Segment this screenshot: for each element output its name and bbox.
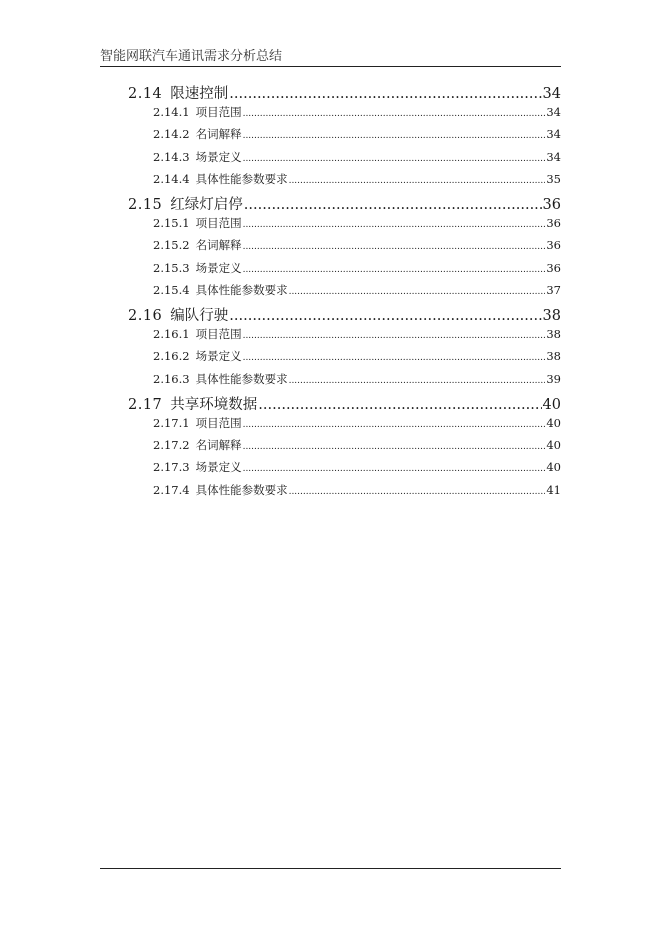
toc-entry-page: 40: [546, 416, 561, 430]
toc-entry-title: 名词解释: [195, 127, 242, 142]
toc-entry[interactable]: [153, 459, 561, 481]
toc-entry-number: 2.16.2: [153, 349, 190, 364]
toc-entry-title: 场景定义: [195, 349, 242, 364]
toc-entry[interactable]: [128, 193, 561, 215]
toc-entry-page: 38: [542, 308, 561, 324]
toc-entry-title: 限速控制: [170, 86, 229, 102]
toc-dot-leader: [229, 308, 541, 324]
toc-entry[interactable]: [153, 237, 561, 259]
toc-entry[interactable]: [153, 260, 561, 282]
toc-dot-leader: [243, 265, 546, 275]
toc-entry-page: 36: [542, 197, 561, 213]
toc-entry-number: 2.14: [128, 86, 163, 102]
toc-dot-leader: [243, 109, 546, 119]
toc-entry-number: 2.14.4: [153, 171, 190, 186]
toc-dot-leader: [243, 131, 546, 141]
toc-entry-page: 38: [546, 327, 561, 342]
toc-entry-number: 2.16.1: [153, 327, 190, 342]
toc-entry-number: 2.17.4: [153, 482, 190, 497]
toc-entry-title: 场景定义: [195, 149, 242, 164]
toc-entry-title: 场景定义: [195, 460, 242, 475]
toc-dot-leader: [243, 331, 546, 341]
toc-entry-page: 36: [546, 238, 561, 253]
toc-entry-title: 项目范围: [195, 216, 242, 231]
toc-entry-page: 40: [542, 396, 561, 413]
page-header-title: 智能网联汽车通讯需求分析总结: [100, 49, 283, 64]
toc-entry-page: 40: [546, 460, 561, 475]
toc-entry-number: 2.15.4: [153, 282, 190, 297]
toc-dot-leader: [289, 487, 546, 497]
toc-entry-number: 2.16: [128, 308, 163, 324]
toc-entry-page: 36: [546, 260, 561, 275]
toc-entry[interactable]: [153, 149, 561, 171]
footer-divider: [100, 868, 561, 869]
toc-entry-page: 34: [542, 86, 561, 102]
toc-dot-leader: [243, 420, 546, 430]
toc-entry[interactable]: [153, 326, 561, 348]
toc-entry[interactable]: [128, 82, 561, 104]
toc-entry[interactable]: [153, 171, 561, 193]
toc-entry-title: 具体性能参数要求: [195, 371, 288, 386]
toc-dot-leader: [258, 397, 541, 413]
toc-entry-number: 2.17.1: [153, 416, 190, 430]
toc-dot-leader: [243, 442, 546, 452]
toc-entry-title: 具体性能参数要求: [195, 482, 288, 497]
toc-entry-number: 2.17.3: [153, 460, 190, 475]
toc-entry-page: 35: [546, 171, 561, 186]
toc-entry-title: 项目范围: [195, 327, 242, 342]
toc-entry-page: 39: [546, 371, 561, 386]
toc-entry-number: 2.15.1: [153, 216, 190, 231]
toc-entry[interactable]: [153, 282, 561, 304]
toc-entry-number: 2.17.2: [153, 438, 190, 453]
toc-entry-number: 2.17: [128, 396, 163, 413]
toc-entry-page: 36: [546, 216, 561, 231]
toc-entry-title: 项目范围: [195, 105, 242, 120]
toc-entry[interactable]: [153, 371, 561, 393]
toc-entry-title: 具体性能参数要求: [195, 282, 288, 297]
toc-entry-number: 2.15: [128, 197, 163, 213]
toc-entry-title: 编队行驶: [170, 308, 229, 324]
toc-entry-number: 2.15.3: [153, 260, 190, 275]
toc-entry[interactable]: [153, 482, 561, 504]
toc-dot-leader: [244, 197, 542, 213]
toc-dot-leader: [243, 154, 546, 164]
toc-entry-page: 38: [546, 349, 561, 364]
toc-entry[interactable]: [153, 415, 561, 437]
toc-entry-title: 项目范围: [195, 416, 242, 430]
toc-dot-leader: [243, 220, 546, 230]
toc-entry-page: 34: [546, 149, 561, 164]
toc-dot-leader: [243, 464, 546, 474]
toc-entry-number: 2.14.3: [153, 149, 190, 164]
toc-dot-leader: [243, 242, 546, 252]
toc-entry-title: 共享环境数据: [170, 396, 258, 413]
toc-dot-leader: [243, 353, 546, 363]
toc-dot-leader: [229, 86, 541, 102]
toc-entry-title: 名词解释: [195, 438, 242, 453]
toc-dot-leader: [289, 176, 546, 186]
toc-entry-number: 2.14.1: [153, 105, 190, 120]
toc-entry-page: 41: [546, 482, 561, 497]
toc-entry[interactable]: [153, 437, 561, 459]
toc-entry-page: 37: [546, 282, 561, 297]
toc-entry-title: 红绿灯启停: [170, 197, 243, 213]
toc-entry-page: 34: [546, 127, 561, 142]
toc-entry[interactable]: [153, 215, 561, 237]
toc-entry-page: 40: [546, 438, 561, 453]
toc-entry-page: 34: [546, 105, 561, 120]
toc-entry[interactable]: [153, 126, 561, 148]
toc-entry-number: 2.14.2: [153, 127, 190, 142]
toc-entry-title: 名词解释: [195, 238, 242, 253]
toc-entry-number: 2.16.3: [153, 371, 190, 386]
toc-entry-title: 场景定义: [195, 260, 242, 275]
toc-entry[interactable]: [128, 304, 561, 326]
header-divider: [100, 66, 561, 67]
toc-entry[interactable]: [153, 348, 561, 370]
toc-entry[interactable]: [153, 104, 561, 126]
toc-entry-number: 2.15.2: [153, 238, 190, 253]
toc-dot-leader: [289, 376, 546, 386]
toc-entry-title: 具体性能参数要求: [195, 171, 288, 186]
toc-entry[interactable]: [128, 393, 561, 415]
toc-dot-leader: [289, 287, 546, 297]
